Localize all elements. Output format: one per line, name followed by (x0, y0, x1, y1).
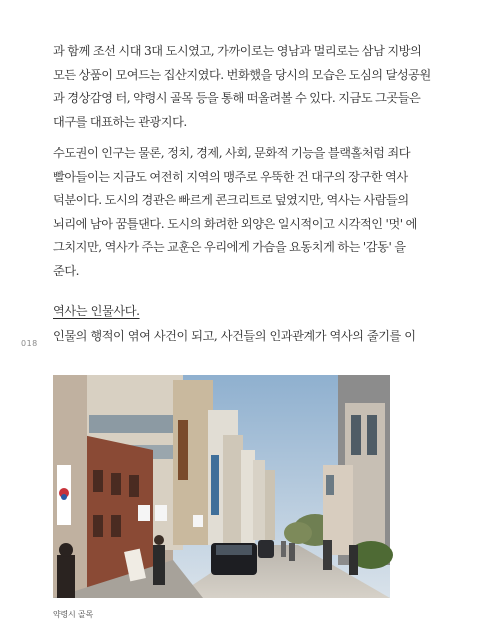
text-line: 수도권이 인구는 물론, 정치, 경제, 사회, 문화적 기능을 블랙홀처럼 죄다 (53, 146, 411, 160)
section-heading: 역사는 인물사다. (53, 304, 140, 318)
text-line: 모든 상품이 모여드는 집산지였다. 번화했을 당시의 모습은 도심의 달성공원 (53, 67, 431, 82)
street-photo (53, 375, 390, 598)
text-line: 과 경상감영 터, 약령시 골목 등을 통해 떠올려볼 수 있다. 지금도 그곳들은 (53, 91, 421, 105)
paragraph-2 (53, 142, 417, 283)
text-line: 준다. (53, 263, 80, 278)
section-first-line: 인물의 행적이 엮여 사건이 되고, 사건들의 인과관계가 역사의 줄기를 이 (53, 329, 416, 343)
text-line: 대구를 대표하는 관광지다. (53, 114, 187, 129)
page-number: 018 (21, 339, 38, 348)
text-line: 뇌리에 남아 꿈틀댄다. 도시의 화려한 외양은 일시적이고 시각적인 '멋' 에 (53, 216, 417, 231)
photo-caption: 약령시 골목 (53, 610, 93, 619)
text-line: 과 함께 조선 시대 3대 도시였고, 가까이로는 영남과 멀리로는 삼남 지방의 (53, 44, 422, 58)
text-line: 그치지만, 역사가 주는 교훈은 우리에게 가슴을 요동치게 하는 '감동' 을 (53, 240, 406, 254)
text-line: 덕분이다. 도시의 경관은 빠르게 콘크리트로 덮였지만, 역사는 사람들의 (53, 193, 409, 207)
text-line: 빨아들이는 지금도 여전히 지역의 맹주로 우뚝한 건 대구의 장구한 역사 (53, 169, 408, 184)
paragraph-1 (53, 40, 431, 134)
